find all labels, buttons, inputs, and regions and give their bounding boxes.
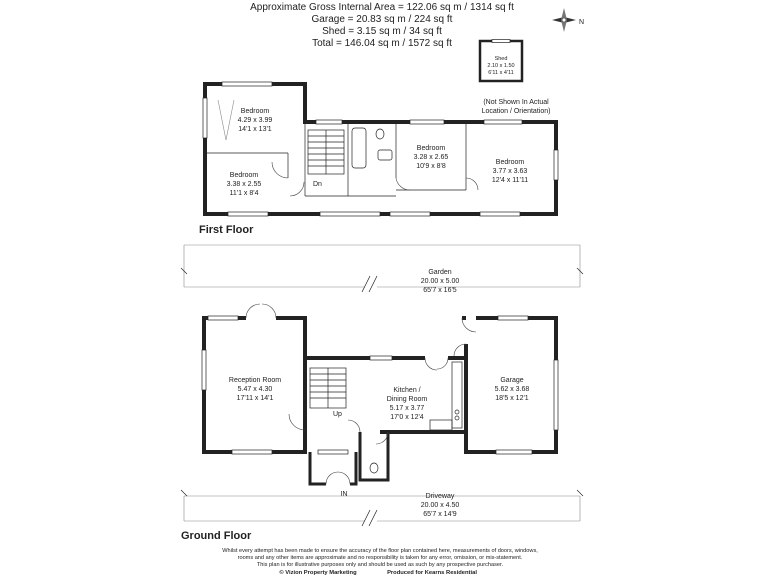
shed-metric: 2.10 x 1.50 [487,63,515,69]
driveway-metric: 20.00 x 4.50 [420,502,460,509]
svg-text:Reception Room: Reception Room [228,377,282,384]
driveway-imperial: 65'7 x 14'9 [423,511,457,518]
svg-text:Bedroom: Bedroom [229,172,259,179]
svg-text:Garage: Garage [500,377,524,384]
garden-metric: 20.00 x 5.00 [420,278,460,285]
shed-note-line2: Location / Orientation) [481,108,551,115]
ground-floor-plan [202,304,558,498]
svg-text:3.28 x 2.65: 3.28 x 2.65 [413,154,449,161]
garden-area [181,245,583,294]
area-summary [250,2,514,49]
shed-area-text: Shed = 3.15 sq m / 34 sq ft [322,26,442,37]
bathroom-fixtures [352,128,392,168]
svg-text:10'9 x 8'8: 10'9 x 8'8 [416,163,446,170]
svg-text:Bedroom: Bedroom [240,108,270,115]
stairs-up-label: Up [333,411,342,418]
disclaimer-line1: Whilst every attempt has been made to ensure the accuracy of the floor plan contained here, measurements of doors, windows, [222,548,538,554]
svg-text:4.29 x 3.99: 4.29 x 3.99 [237,117,273,124]
svg-text:Kitchen /: Kitchen / [393,387,421,394]
shed-plan [480,40,550,116]
garage-label [495,377,530,402]
svg-text:14'1 x 13'1: 14'1 x 13'1 [238,126,272,133]
garage-area-text: Garage = 20.83 sq m / 224 sq ft [311,14,453,25]
driveway-label: Driveway [425,493,455,500]
ground-floor-stairs [310,368,346,418]
ground-floor-title: Ground Floor [181,530,252,542]
svg-text:Dining Room: Dining Room [386,396,428,403]
svg-text:5.17 x 3.77: 5.17 x 3.77 [389,405,425,412]
first-floor-title: First Floor [199,224,254,236]
svg-text:17'11 x 14'1: 17'11 x 14'1 [236,395,274,402]
svg-text:18'5 x 12'1: 18'5 x 12'1 [495,395,529,402]
disclaimer-line3: This plan is for illustrative purposes only and should be used as such by any prospective purchaser. [256,562,504,568]
svg-text:5.47 x 4.30: 5.47 x 4.30 [237,386,273,393]
svg-text:17'0 x 12'4: 17'0 x 12'4 [390,414,424,421]
kitchen-worktop [452,362,462,428]
entrance-label: IN [340,491,348,498]
first-floor-stairs [308,130,344,188]
shed-label: Shed [494,56,508,62]
bedroom-3-label [414,145,449,170]
bedroom-1-label [238,108,273,133]
compass-icon [552,8,584,32]
svg-text:11'1 x 8'4: 11'1 x 8'4 [229,190,259,197]
reception-room-label [229,377,281,402]
svg-text:12'4 x 11'11: 12'4 x 11'11 [491,177,529,184]
stairs-down-label: Dn [313,181,322,188]
svg-text:Bedroom: Bedroom [495,159,525,166]
total-area-text: Total = 146.04 sq m / 1572 sq ft [312,38,452,49]
driveway-area [181,490,583,526]
garden-label: Garden [428,269,452,276]
shed-imperial: 6'11 x 4'11 [488,70,514,76]
gross-area-text: Approximate Gross Internal Area = 122.06 sq m / 1314 sq ft [250,2,514,13]
produced-for-text: Produced for Kearns Residential [387,570,477,576]
copyright-text: © Vizion Property Marketing [279,570,357,576]
bedroom-4-label [492,159,528,184]
disclaimer-line2: rooms and any other items are approximate and no responsibility is taken for any error, omission, or mis-statement. [237,555,523,561]
svg-text:Bedroom: Bedroom [416,145,446,152]
disclaimer [222,548,538,576]
svg-text:3.38 x 2.55: 3.38 x 2.55 [226,181,262,188]
svg-text:3.77 x 3.63: 3.77 x 3.63 [492,168,528,175]
kitchen-dining-label [387,387,428,421]
compass-north-label: N [579,19,585,26]
garden-imperial: 65'7 x 16'5 [423,287,457,294]
svg-text:5.62 x 3.68: 5.62 x 3.68 [494,386,530,393]
bedroom-2-label [227,172,262,197]
shed-note-line1: (Not Shown In Actual [483,99,549,106]
